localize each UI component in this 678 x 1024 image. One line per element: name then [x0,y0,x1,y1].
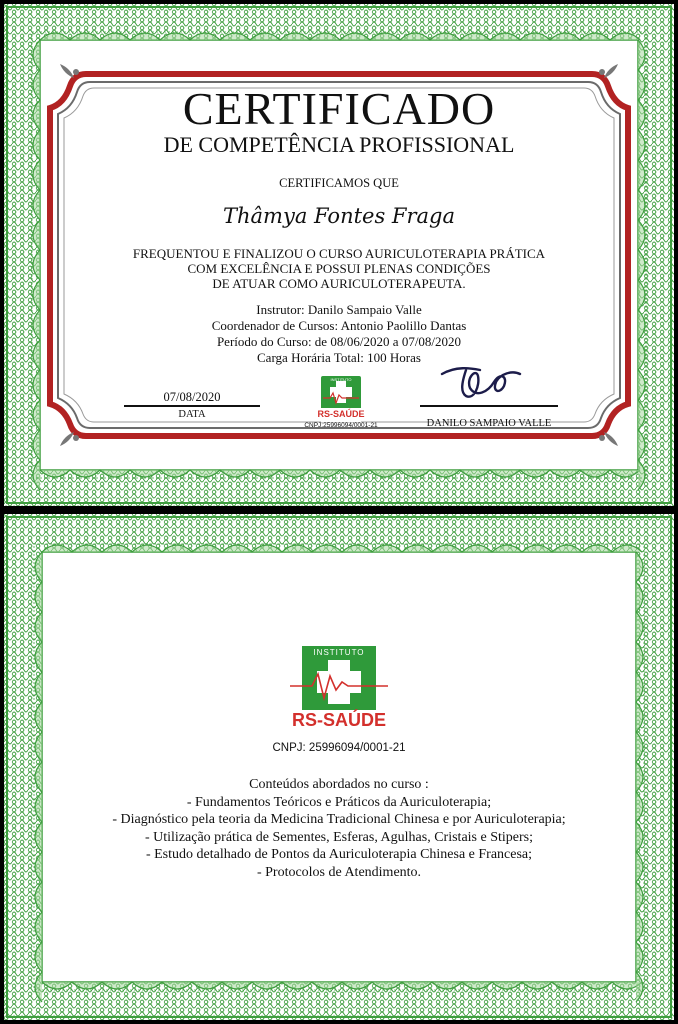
certificate-front [4,4,674,506]
contents-item: - Protocolos de Atendimento. [256,865,422,880]
certificate-title: CERTIFICADO [182,83,496,134]
logo-top-text: INSTITUTO [313,648,365,657]
certify-text: CERTIFICAMOS QUE [279,176,399,190]
coordinator-line: Coordenador de Cursos: Antonio Paolillo Dantas [211,318,467,333]
cnpj: CNPJ: 25996094/0001-21 [272,742,406,754]
signer-name: DANILO SAMPAIO VALLE [426,418,552,429]
contents-item: - Diagnóstico pela teoria da Medicina Tradicional Chinesa e por Auriculoterapia; [112,812,566,827]
statement-line: FREQUENTOU E FINALIZOU O CURSO AURICULOTERAPIA PRÁTICA [132,246,546,261]
signature-icon [436,362,526,402]
logo-top-text-small: INSTITUTO [330,377,352,382]
statement-line: DE ATUAR COMO AURICULOTERAPEUTA. [212,276,466,291]
certificate-subtitle: DE COMPETÊNCIA PROFISSIONAL [163,132,515,157]
recipient-name: Thâmya Fontes Fraga [222,204,456,228]
signature-line [420,405,558,407]
date-line [124,405,260,407]
logo-name: RS-SAÚDE [291,710,386,730]
instructor-line: Instrutor: Danilo Sampaio Valle [256,302,422,317]
guilloche-border [4,514,674,1020]
certificate-back [4,514,674,1020]
contents-item: - Estudo detalhado de Pontos da Auriculoterapia Chinesa e Francesa; [145,847,533,862]
period-line: Período do Curso: de 08/06/2020 a 07/08/2020 [216,334,462,349]
contents-title: Conteúdos abordados no curso : [249,777,429,792]
logo-name-small: RS-SAÚDE [317,409,365,419]
date-value: 07/08/2020 [163,390,221,404]
cnpj-small: CNPJ:25996094/0001-21 [304,422,378,429]
workload-line: Carga Horária Total: 100 Horas [257,350,421,365]
contents-item: - Utilização prática de Sementes, Esferas, Agulhas, Cristais e Stipers; [144,830,533,845]
statement-line: COM EXCELÊNCIA E POSSUI PLENAS CONDIÇÕES [187,261,491,276]
contents-item: - Fundamentos Teóricos e Práticos da Auriculoterapia; [186,795,492,810]
date-label: DATA [178,409,206,420]
